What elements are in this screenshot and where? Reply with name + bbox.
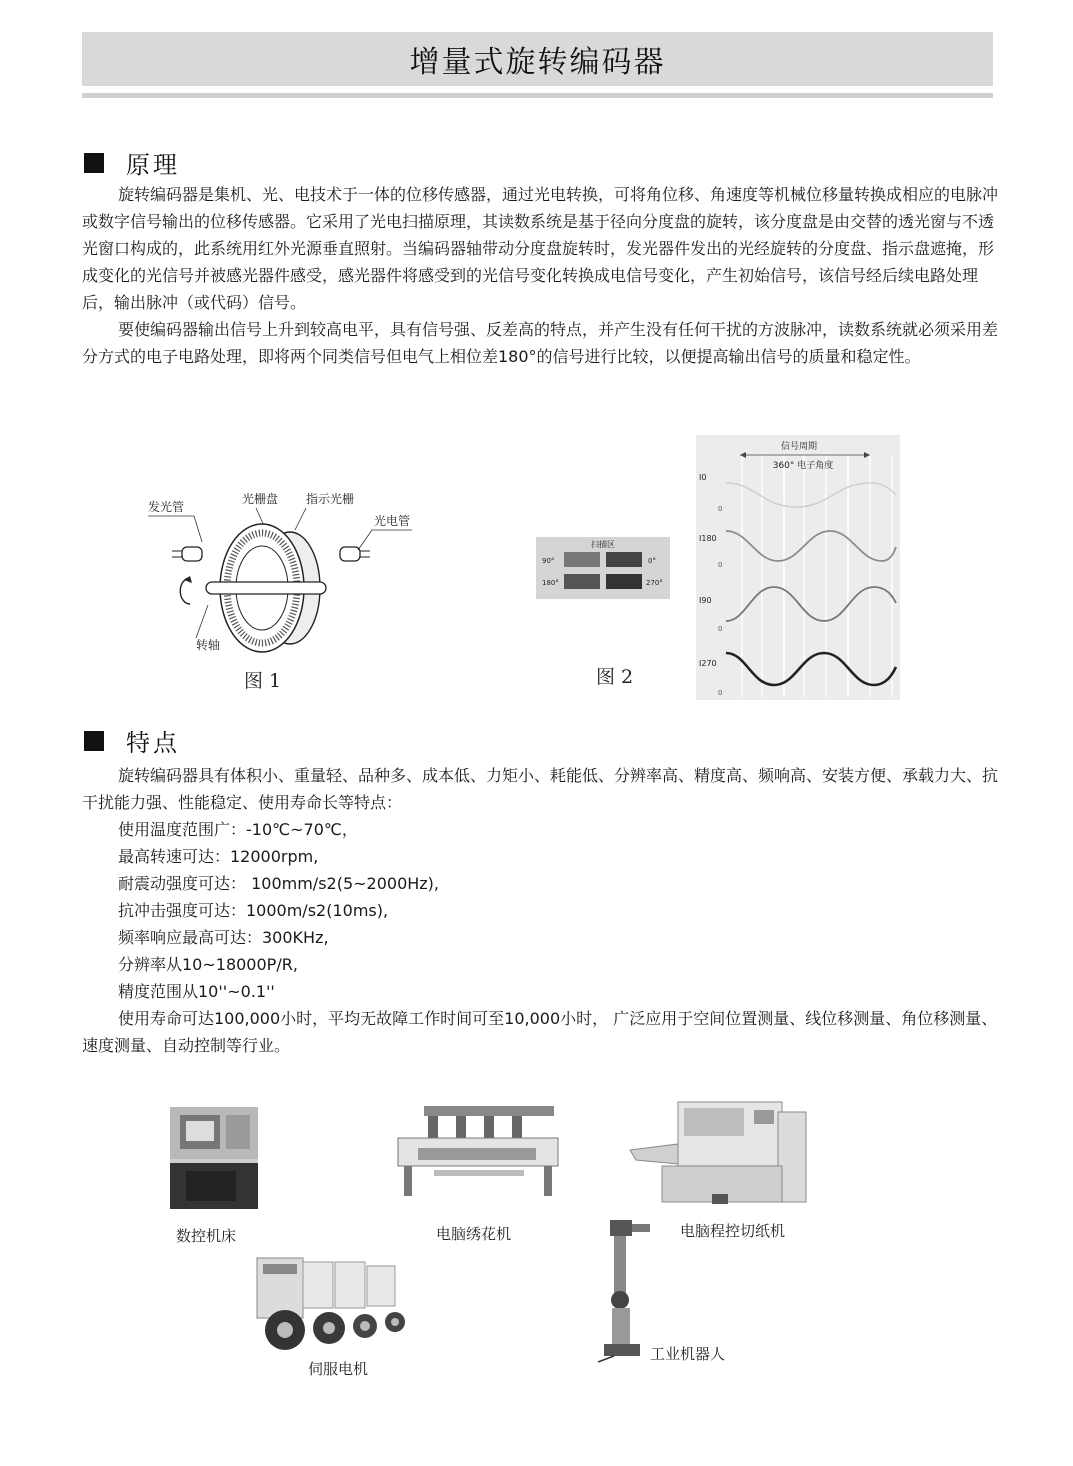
zero-label-4: 0: [718, 689, 723, 697]
channel-label-i270: I270: [699, 659, 717, 668]
scan-label-270: 270°: [646, 579, 663, 587]
title-divider: [82, 93, 993, 98]
embroidery-machine-image: [394, 1100, 562, 1200]
features-heading: [84, 723, 180, 758]
page-title: 增量式旋转编码器: [409, 45, 666, 80]
industrial-robot-image: [594, 1216, 658, 1366]
figure-2-waveform-chart: [696, 435, 900, 700]
features-intro: 旋转编码器具有体积小、重量轻、品种多、成本低、力矩小、耗能低、分辨率高、精度高、频响高、安装方便、承载力大、抗干扰能力强、性能稳定、使用寿命长等特点：: [82, 766, 999, 812]
scan-label-180: 180°: [542, 579, 559, 587]
scan-area-title: 扫描区: [591, 540, 615, 549]
principle-paragraph-2: 要使编码器输出信号上升到较高电平，具有信号强、反差高的特点，并产生没有任何干扰的方波脉冲，读数系统就必须采用差分方式的电子电路处理，即将两个同类信号但电气上相位差180°的信号进行比较，以便提高输出信号的质量和稳定性。: [82, 320, 999, 366]
features-heading-text: 特点: [126, 729, 180, 757]
feature-item: 频率响应最高可达：300KHz,: [118, 928, 329, 947]
label-emitter: 发光管: [148, 500, 185, 514]
channel-label-i0: I0: [699, 473, 707, 482]
cnc-machine-caption: 数控机床: [176, 1227, 237, 1245]
industrial-robot-caption: 工业机器人: [650, 1345, 726, 1363]
zero-label-3: 0: [718, 625, 723, 633]
title-bar: [82, 32, 993, 86]
cnc-machine-image: [166, 1103, 262, 1213]
principle-heading-text: 原理: [126, 151, 180, 179]
features-text: [82, 762, 1002, 1059]
feature-item: 使用温度范围广：-10℃~70℃，: [118, 820, 358, 839]
scan-label-90: 90°: [542, 557, 555, 565]
figure-2-caption: 图 2: [596, 666, 634, 688]
feature-item: 最高转速可达：12000rpm,: [118, 847, 319, 866]
feature-item: 分辨率从10~18000P/R,: [118, 955, 298, 974]
figure-1-caption: 图 1: [244, 670, 282, 692]
bullet-square-icon: [84, 153, 104, 173]
principle-heading: [84, 145, 180, 180]
label-grating-disk: 光栅盘: [242, 492, 279, 506]
embroidery-machine-caption: 电脑绣花机: [436, 1225, 512, 1243]
servo-motor-image: [255, 1256, 421, 1352]
label-photocell: 光电管: [374, 514, 411, 528]
principle-paragraph-1: 旋转编码器是集机、光、电技术于一体的位移传感器，通过光电转换，可将角位移、角速度等机械位移量转换成相应的电脉冲或数字信号输出的位移传感器。它采用了光电扫描原理，其读数系统是基于径向分度盘的旋转，该分度盘是由交替的透光窗与不透光窗口构成的，此系统用红外光源垂直照射。当编码器轴带动分度盘旋转时，发光器件发出的光经旋转的分度盘、指示盘遮掩，形成变化的光信号并被感光器件感受，感光器件将感受到的光信号变化转换成电信号变化，产生初始信号，该信号经后续电路处理后，输出脉冲（或代码）信号。: [82, 185, 999, 312]
signal-period-label: 信号周期: [780, 442, 818, 452]
zero-label-2: 0: [718, 561, 723, 569]
label-shaft: 转轴: [196, 638, 221, 652]
channel-label-i180: I180: [699, 534, 717, 543]
channel-label-i90: I90: [699, 596, 712, 605]
paper-cutter-caption: 电脑程控切纸机: [680, 1222, 786, 1240]
figure-2-scan-area: [536, 537, 670, 599]
electrical-angle-label: 360° 电子角度: [772, 461, 834, 471]
label-index-grating: 指示光栅: [306, 492, 355, 506]
zero-label-1: 0: [718, 505, 723, 513]
principle-text: [82, 181, 1002, 370]
feature-item: 精度范围从10''~0.1'': [118, 982, 275, 1001]
feature-item: 耐震动强度可达： 100mm/s2(5~2000Hz),: [118, 874, 440, 893]
bullet-square-icon: [84, 731, 104, 751]
scan-label-0: 0°: [648, 557, 656, 565]
servo-motor-caption: 伺服电机: [308, 1360, 369, 1378]
paper-cutter-image: [628, 1098, 810, 1206]
feature-item: 抗冲击强度可达：1000m/s2(10ms),: [118, 901, 389, 920]
figure-1-encoder-diagram: [140, 480, 440, 665]
features-closing: 使用寿命可达100,000小时，平均无故障工作时间可至10,000小时， 广泛应用于空间位置测量、线位移测量、角位移测量、速度测量、自动控制等行业。: [82, 1009, 998, 1055]
